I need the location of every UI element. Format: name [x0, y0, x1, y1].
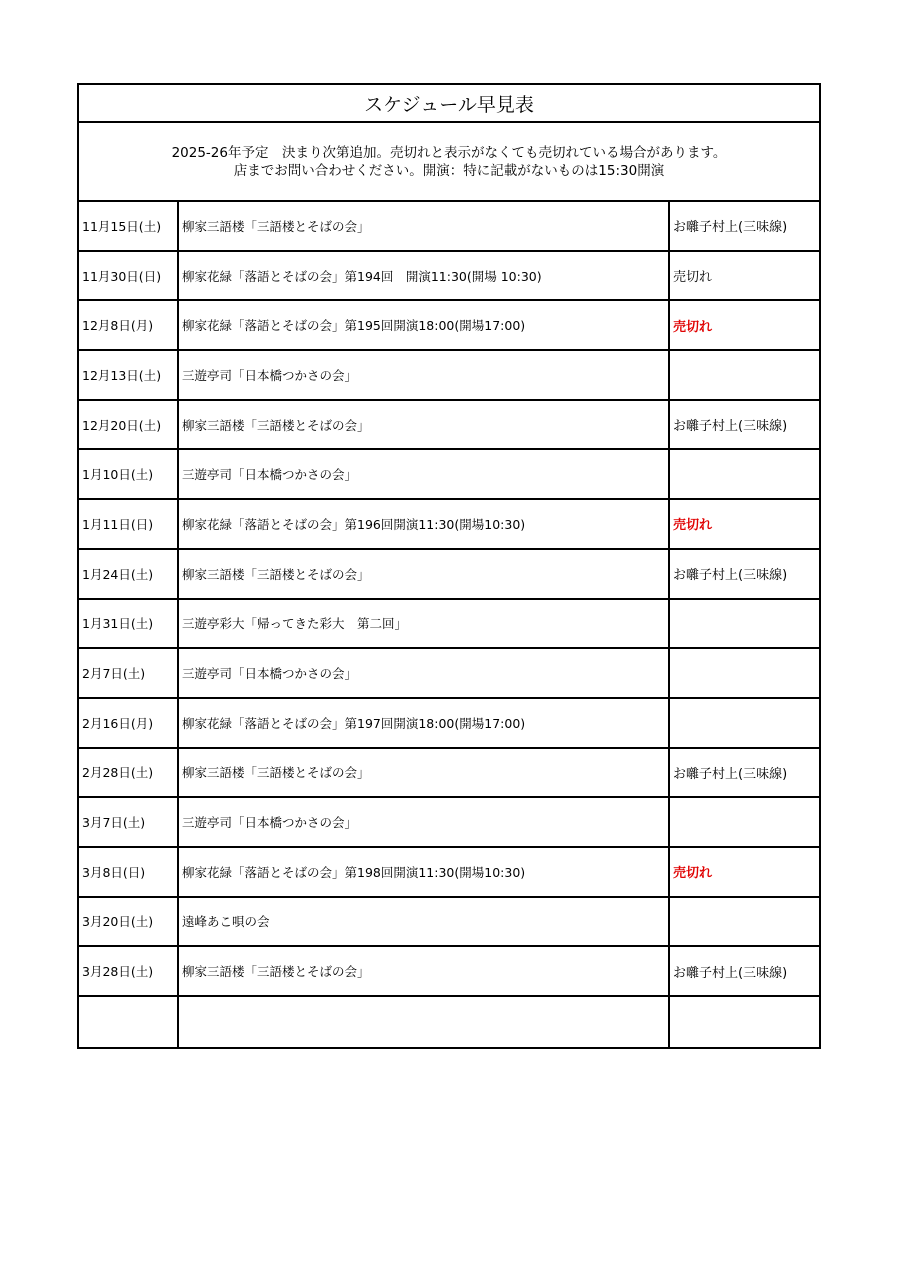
note-cell	[670, 997, 819, 1047]
schedule-table	[77, 83, 821, 1049]
event-cell: 三遊亭司「日本橋つかさの会」	[179, 649, 670, 697]
table-row	[79, 351, 819, 401]
table-row	[79, 649, 819, 699]
event-cell: 三遊亭司「日本橋つかさの会」	[179, 351, 670, 399]
event-cell: 柳家三語楼「三語楼とそばの会」	[179, 947, 670, 995]
table-row	[79, 997, 819, 1047]
note-cell: 売切れ	[673, 270, 713, 286]
note-cell	[670, 351, 819, 399]
page-title: スケジュール早見表	[79, 85, 819, 123]
date-cell: 1月31日(土)	[79, 600, 179, 648]
note-cell: お囃子村上(三味線)	[673, 965, 788, 981]
date-cell: 12月20日(土)	[79, 401, 179, 449]
date-cell: 1月24日(土)	[79, 550, 179, 598]
note-cell	[670, 649, 819, 697]
event-cell: 遠峰あこ唄の会	[179, 898, 670, 946]
date-cell: 3月20日(土)	[79, 898, 179, 946]
date-cell: 2月7日(土)	[79, 649, 179, 697]
notice-line: 店までお問い合わせください。開演：特に記載がないものは15:30開演	[233, 162, 665, 179]
table-row	[79, 401, 819, 451]
notice-line: 2025-26年予定 決まり次第追加。売切れと表示がなくても売切れている場合があります。	[171, 144, 727, 161]
note-cell: お囃子村上(三味線)	[673, 220, 788, 236]
note-cell: お囃子村上(三味線)	[673, 568, 788, 584]
note-cell: 売切れ	[673, 518, 713, 534]
table-row	[79, 450, 819, 500]
table-row	[79, 252, 819, 302]
note-cell: お囃子村上(三味線)	[673, 766, 788, 782]
date-cell: 12月8日(月)	[79, 301, 179, 349]
table-row	[79, 848, 819, 898]
date-cell: 2月28日(土)	[79, 749, 179, 797]
table-row	[79, 947, 819, 997]
date-cell: 11月15日(土)	[79, 202, 179, 250]
note-cell	[670, 699, 819, 747]
table-row	[79, 798, 819, 848]
date-cell: 2月16日(月)	[79, 699, 179, 747]
table-row	[79, 202, 819, 252]
note-cell	[670, 600, 819, 648]
table-row	[79, 699, 819, 749]
table-row	[79, 550, 819, 600]
event-cell: 柳家三語楼「三語楼とそばの会」	[179, 550, 670, 598]
table-row	[79, 898, 819, 948]
event-cell: 三遊亭司「日本橋つかさの会」	[179, 798, 670, 846]
event-cell: 柳家三語楼「三語楼とそばの会」	[179, 202, 670, 250]
note-cell: お囃子村上(三味線)	[673, 419, 788, 435]
table-row	[79, 749, 819, 799]
event-cell: 柳家三語楼「三語楼とそばの会」	[179, 749, 670, 797]
table-row	[79, 301, 819, 351]
table-body	[79, 202, 819, 1047]
note-cell	[670, 898, 819, 946]
event-cell	[179, 997, 670, 1047]
date-cell: 3月28日(土)	[79, 947, 179, 995]
event-cell: 三遊亭司「日本橋つかさの会」	[179, 450, 670, 498]
date-cell: 3月8日(日)	[79, 848, 179, 896]
event-cell: 三遊亭彩大「帰ってきた彩大 第二回」	[179, 600, 670, 648]
table-row	[79, 600, 819, 650]
date-cell: 3月7日(土)	[79, 798, 179, 846]
event-cell: 柳家三語楼「三語楼とそばの会」	[179, 401, 670, 449]
event-cell: 柳家花緑「落語とそばの会」第195回開演18:00(開場17:00)	[179, 301, 670, 349]
event-cell: 柳家花緑「落語とそばの会」第196回開演11:30(開場10:30)	[179, 500, 670, 548]
note-cell	[670, 450, 819, 498]
table-row	[79, 500, 819, 550]
date-cell	[79, 997, 179, 1047]
event-cell: 柳家花緑「落語とそばの会」第197回開演18:00(開場17:00)	[179, 699, 670, 747]
date-cell: 1月11日(日)	[79, 500, 179, 548]
date-cell: 12月13日(土)	[79, 351, 179, 399]
note-cell: 売切れ	[673, 319, 713, 335]
notice	[79, 123, 819, 202]
note-cell	[670, 798, 819, 846]
event-cell: 柳家花緑「落語とそばの会」第198回開演11:30(開場10:30)	[179, 848, 670, 896]
date-cell: 11月30日(日)	[79, 252, 179, 300]
date-cell: 1月10日(土)	[79, 450, 179, 498]
note-cell: 売切れ	[673, 866, 713, 882]
event-cell: 柳家花緑「落語とそばの会」第194回 開演11:30(開場 10:30)	[179, 252, 670, 300]
